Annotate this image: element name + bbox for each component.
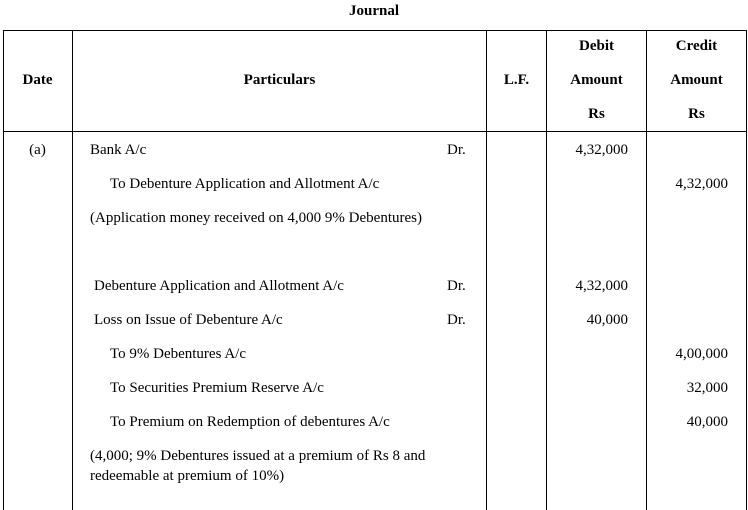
header-particulars: Particulars xyxy=(243,72,316,88)
entry-text: To Securities Premium Reserve A/c xyxy=(110,380,324,396)
debit-amount: 4,32,000 xyxy=(575,278,628,294)
credit-amount: 32,000 xyxy=(686,380,728,396)
narration: (Application money received on 4,000 9% Debentures) xyxy=(90,210,422,226)
debit-amount: 4,32,000 xyxy=(575,142,628,158)
header-debit-1: Debit xyxy=(579,38,614,54)
entry-text: Bank A/c xyxy=(90,142,147,158)
credit-amount: 4,00,000 xyxy=(675,346,728,362)
col-divider-particulars xyxy=(486,30,487,510)
entry-text: To Premium on Redemption of debentures A/c xyxy=(110,414,390,430)
journal-table xyxy=(3,30,746,510)
dr-label: Dr. xyxy=(447,142,466,158)
header-date: Date xyxy=(22,72,53,88)
journal-title: Journal xyxy=(348,3,399,19)
header-lf: L.F. xyxy=(503,72,530,88)
col-divider-credit xyxy=(746,30,747,510)
entry-text: To Debenture Application and Allotment A/c xyxy=(110,176,380,192)
credit-amount: 4,32,000 xyxy=(675,176,728,192)
col-divider-date xyxy=(72,30,73,510)
header-debit-3: Rs xyxy=(588,106,605,122)
header-divider xyxy=(3,131,747,132)
credit-amount: 40,000 xyxy=(686,414,728,430)
header-debit-2: Amount xyxy=(570,72,623,88)
entry-text: To 9% Debentures A/c xyxy=(110,346,246,362)
col-divider-lf xyxy=(546,30,547,510)
entry-text: Debenture Application and Allotment A/c xyxy=(94,278,344,294)
debit-amount: 40,000 xyxy=(586,312,628,328)
header-credit-3: Rs xyxy=(688,106,705,122)
entry-date: (a) xyxy=(29,142,46,158)
dr-label: Dr. xyxy=(447,312,466,328)
dr-label: Dr. xyxy=(447,278,466,294)
col-divider-debit xyxy=(646,30,647,510)
entry-text: Loss on Issue of Debenture A/c xyxy=(94,312,283,328)
narration: (4,000; 9% Debentures issued at a premium of Rs 8 and redeemable at premium of 10%) xyxy=(90,448,426,484)
header-credit-2: Amount xyxy=(670,72,723,88)
header-credit-1: Credit xyxy=(675,38,718,54)
